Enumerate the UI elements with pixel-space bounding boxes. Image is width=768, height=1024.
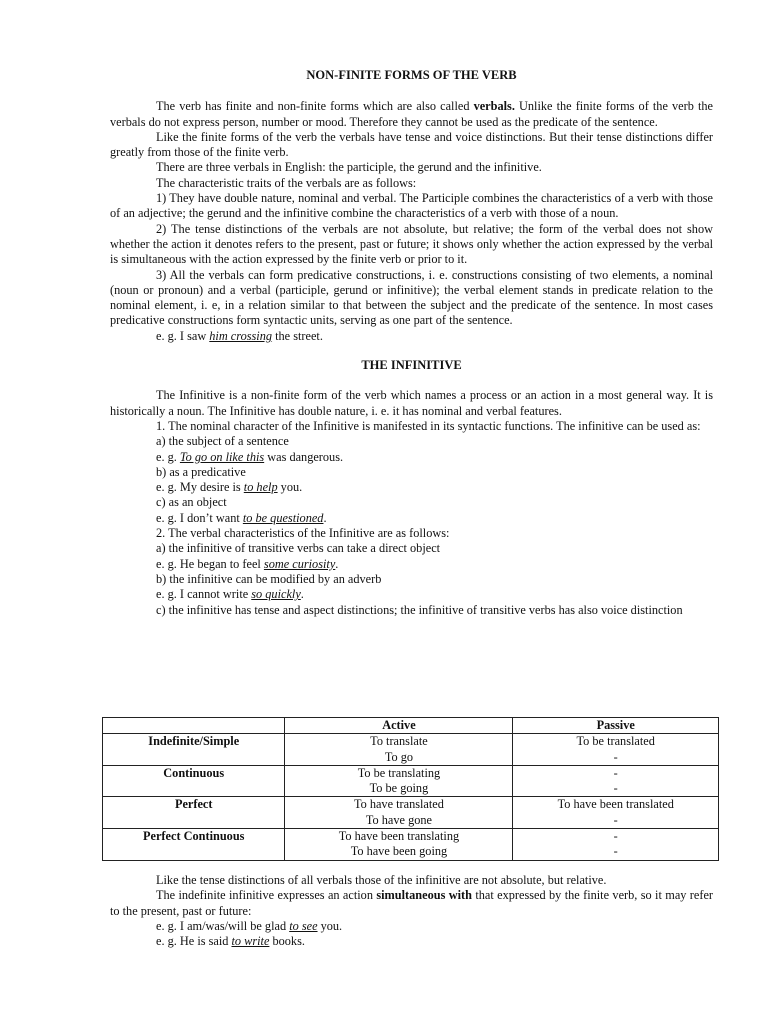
table-header-passive: Passive: [513, 718, 719, 734]
example-object: e. g. I don’t want to be questioned.: [156, 510, 327, 525]
passive-cell: To be translated -: [513, 734, 719, 766]
paragraph-infinitive-definition: The Infinitive is a non-finite form of the verb which names a process or an action in a most general way. It is historically a noun. The Infinitive has double nature, i. e. it has nominal and verbal features.: [110, 388, 713, 418]
active-cell: To be translating To be going: [285, 765, 513, 797]
paragraph-relative-tense: Like the tense distinctions of all verbals those of the infinitive are not absolute, but relative.: [156, 873, 607, 887]
paragraph-verbals-intro: The verb has finite and non-finite forms which are also called verbals. Unlike the finite forms of the verb the verbals do not express person, number or mood. Therefore they cannot be used as the predicate of the sentence.: [110, 99, 713, 129]
example-subject: e. g. To go on like this was dangerous.: [156, 449, 344, 464]
infinitive-forms-table: [102, 717, 719, 861]
row-label: Perfect Continuous: [103, 829, 285, 861]
paragraph-trait-3: 3) All the verbals can form predicative constructions, i. e. constructions consisting of two elements, a nominal (noun or pronoun) and a verbal (participle, gerund or infinitive); the verbal element stands in predicate relation to the nominal element, i. e, in a relation similar to that between the subject and the predicate of the sentence. In most cases predicative constructions form syntactic units, serving as one part of the sentence.: [110, 267, 713, 328]
example-said-to-write: e. g. He is said to write books.: [156, 934, 305, 949]
passive-cell: - -: [513, 765, 719, 797]
active-cell: To have been translating To have been going: [285, 829, 513, 861]
example-direct-object: e. g. He began to feel some curiosity.: [156, 556, 339, 571]
row-label: Continuous: [103, 765, 285, 797]
example-glad-to-see: e. g. I am/was/will be glad to see you.: [156, 918, 343, 933]
document-page-continued: [110, 873, 713, 949]
row-label: Indefinite/Simple: [103, 734, 285, 766]
paragraph-nominal-character: 1. The nominal character of the Infinitive is manifested in its syntactic functions. The infinitive can be used as:: [156, 418, 701, 433]
paragraph-tense-voice: Like the finite forms of the verb the verbals have tense and voice distinctions. But their tense distinctions differ greatly from those of the finite verb.: [110, 129, 713, 160]
table-header-active: Active: [285, 718, 513, 734]
table-header-cell: [103, 718, 285, 734]
passive-cell: To have been translated -: [513, 797, 719, 829]
active-cell: To have translated To have gone: [285, 797, 513, 829]
table-row: [103, 829, 719, 861]
heading-infinitive: THE INFINITIVE: [361, 358, 462, 373]
item-object: c) as an object: [156, 495, 227, 510]
passive-cell: - -: [513, 829, 719, 861]
paragraph-verbal-characteristics: 2. The verbal characteristics of the Infinitive are as follows:: [156, 526, 450, 541]
paragraph-trait-2: 2) The tense distinctions of the verbals are not absolute, but relative; the form of the verbal does not show whether the action it denotes refers to the present, past or future; it shows only whether the action expressed by the verbal is simultaneous with the action expressed by the finite verb or prior to it.: [110, 221, 713, 267]
example-adverb: e. g. I cannot write so quickly.: [156, 587, 304, 602]
example-predicative: e. g. My desire is to help you.: [156, 480, 303, 495]
active-cell: To translate To go: [285, 734, 513, 766]
table-row: [103, 797, 719, 829]
paragraph-traits: The characteristic traits of the verbals are as follows:: [156, 175, 417, 190]
paragraph-indefinite-infinitive: The indefinite infinitive expresses an action simultaneous with that expressed by the finite verb, so it may refer to the present, past or future:: [110, 888, 713, 918]
table-row: [103, 765, 719, 797]
document-page: [110, 0, 713, 618]
table-header-row: [103, 718, 719, 734]
item-tense-aspect: c) the infinitive has tense and aspect distinctions; the infinitive of transitive verbs has also voice distinction: [156, 602, 683, 617]
row-label: Perfect: [103, 797, 285, 829]
item-adverb: b) the infinitive can be modified by an adverb: [156, 571, 382, 586]
table-row: [103, 734, 719, 766]
heading-non-finite-forms: NON-FINITE FORMS OF THE VERB: [306, 68, 517, 82]
paragraph-three-verbals: There are three verbals in English: the participle, the gerund and the infinitive.: [156, 160, 542, 175]
paragraph-trait-1: 1) They have double nature, nominal and verbal. The Participle combines the characteristics of a verb with those of an adjective; the gerund and the infinitive combine the characteristics of a verb with those of a noun.: [110, 191, 713, 221]
item-predicative: b) as a predicative: [156, 464, 246, 479]
item-direct-object: a) the infinitive of transitive verbs can take a direct object: [156, 541, 441, 556]
item-subject: a) the subject of a sentence: [156, 434, 289, 449]
example-him-crossing: e. g. I saw him crossing the street.: [156, 328, 323, 343]
